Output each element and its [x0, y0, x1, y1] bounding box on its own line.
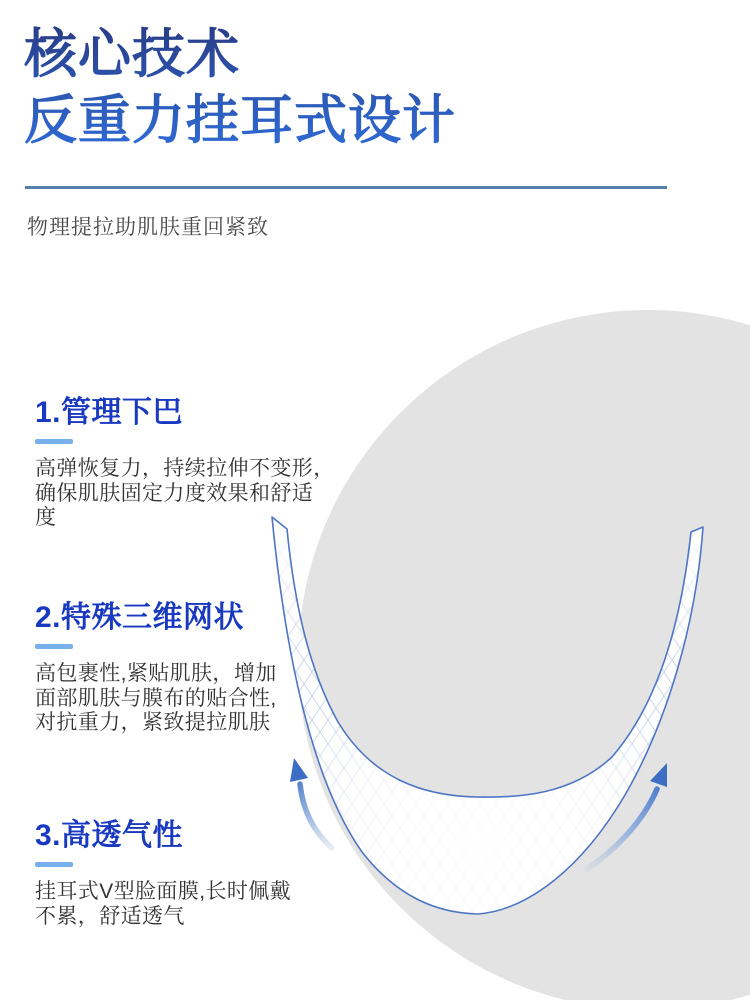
feature-heading: 3.高透气性	[35, 819, 184, 852]
feature-heading: 1.管理下巴	[35, 396, 184, 429]
feature-body-line: 挂耳式V型脸面膜,长时佩戴	[35, 880, 292, 903]
feature-body-line: 面部肌肤与膜布的贴合性,	[35, 686, 277, 710]
page-subtitle: 物理提拉助肌肤重回紧致	[27, 216, 269, 239]
feature-body-line: 对抗重力，紧致提拉肌肤	[35, 711, 271, 734]
feature-body-line: 高包裹性,紧贴肌肤，增加	[35, 662, 277, 685]
feature-heading: 2.特殊三维网状	[35, 601, 245, 634]
feature-body-line: 确保肌肤固定力度效果和舒适	[35, 481, 314, 505]
feature-body-line: 高弹恢复力，持续拉伸不变形，	[35, 457, 335, 480]
page-title-line-2: 反重力挂耳式设计	[24, 91, 456, 150]
feature-body-line: 不累，舒适透气	[35, 904, 185, 928]
feature-body-line: 度	[35, 506, 57, 529]
page-title-line-1: 核心技术	[24, 25, 240, 84]
